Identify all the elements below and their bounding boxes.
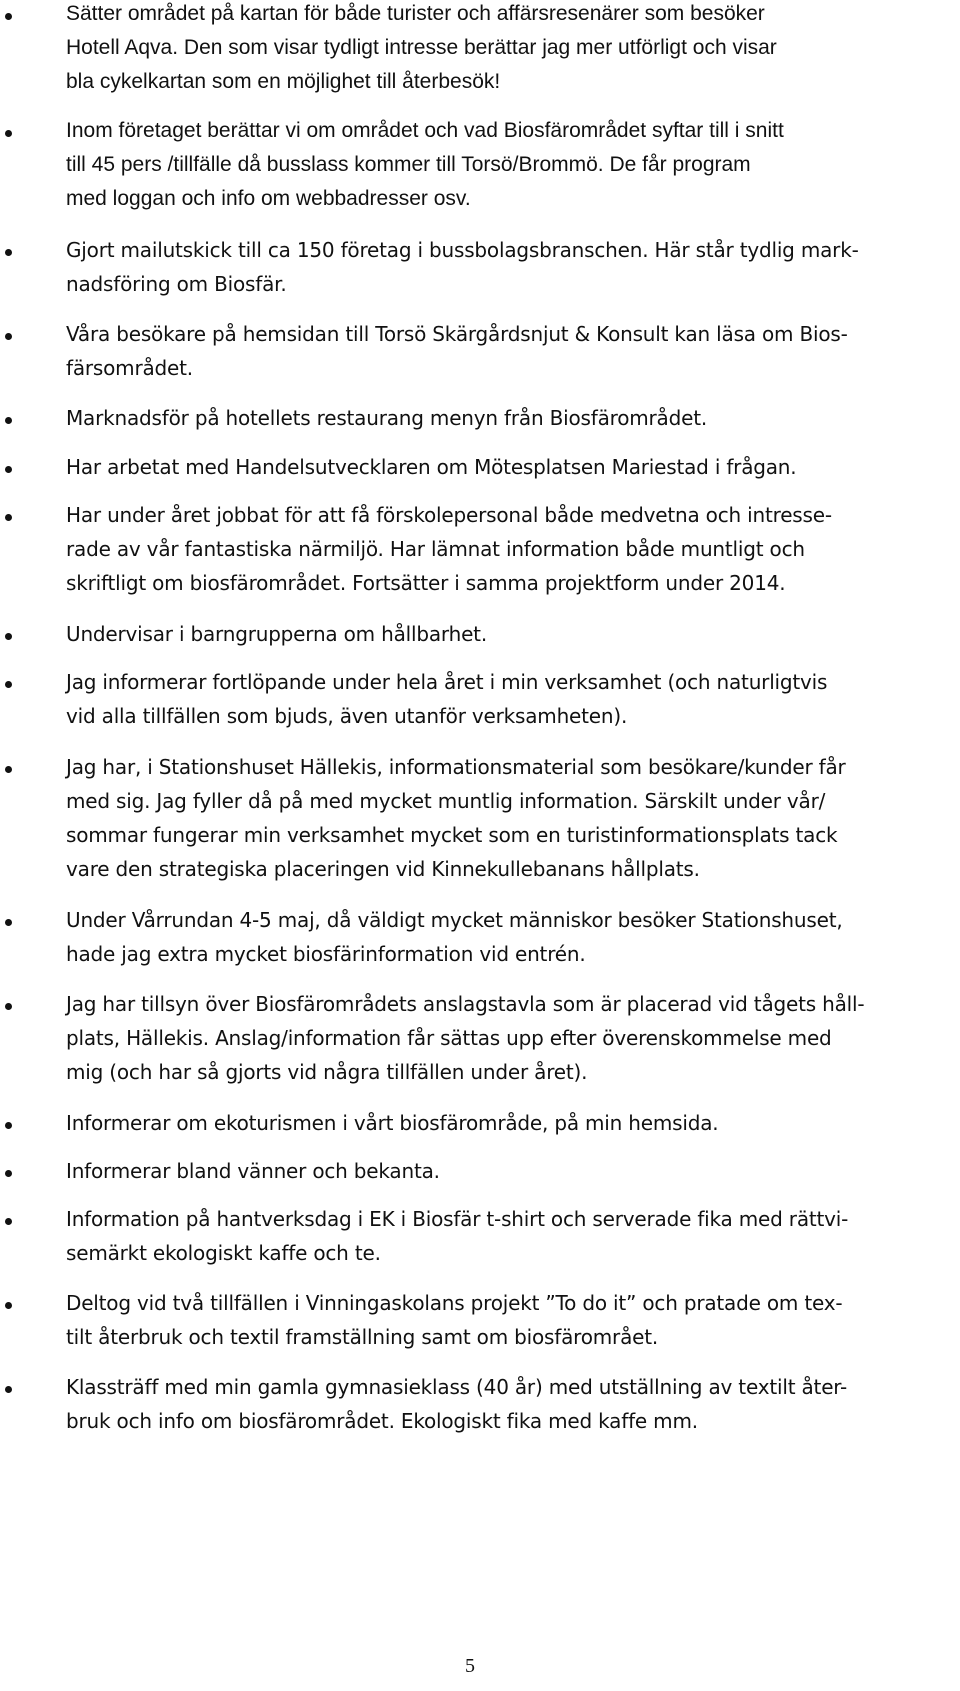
list-item-text: Information på hantverksdag i EK i Biosfär t-shirt och serverade fika med rättvi- semärkt ekologiskt kaffe och te.: [66, 1207, 849, 1265]
list-item-text: Inom företaget berättar vi om området och vad Biosfärområdet syftar till i snitt till 45 pers /tillfälle då busslass kommer till Torsö/Brommö. De får program med loggan och info om webbadresser osv.: [66, 119, 784, 210]
bullet-icon: [5, 1122, 12, 1129]
bullet-icon: [5, 417, 12, 424]
list-item-text: Har arbetat med Handelsutvecklaren om Mötesplatsen Mariestad i frågan.: [66, 455, 797, 479]
bullet-icon: [5, 681, 12, 688]
bullet-icon: [5, 13, 12, 20]
bullet-icon: [5, 1170, 12, 1177]
list-item-text: Jag har, i Stationshuset Hällekis, informationsmaterial som besökare/kunder får med sig. Jag fyller då på med mycket muntlig information. Särskilt under vår/ sommar fungerar min verksamhet mycket som en turistinformationsplats tack vare den strategiska placeringen vid Kinnekullebanans hållplats.: [66, 755, 846, 881]
list-item-text: Gjort mailutskick till ca 150 företag i bussbolagsbranschen. Här står tydlig mark- nadsföring om Biosfär.: [66, 238, 859, 296]
page-number: 5: [465, 1655, 475, 1677]
bullet-icon: [5, 333, 12, 340]
list-item-text: Sätter området på kartan för både turister och affärsresenärer som besöker Hotell Aqva. Den som visar tydligt intresse berättar jag mer utförligt och visar bla cykelkartan som en möjlighet till återbesök!: [66, 2, 777, 93]
list-item-text: Informerar om ekoturismen i vårt biosfärområde, på min hemsida.: [66, 1111, 719, 1135]
bullet-icon: [5, 1386, 12, 1393]
list-item-text: Jag har tillsyn över Biosfärområdets anslagstavla som är placerad vid tågets håll- plats, Hällekis. Anslag/information får sättas upp efter överenskommelse med mig (och har så gjorts vid några tillfällen under året).: [66, 992, 865, 1084]
bullet-icon: [5, 466, 12, 473]
bullet-icon: [5, 633, 12, 640]
list-item-text: Våra besökare på hemsidan till Torsö Skärgårdsnjut & Konsult kan läsa om Bios- färsområdet.: [66, 322, 848, 380]
bullet-icon: [5, 514, 12, 521]
bullet-icon: [5, 919, 12, 926]
bullet-icon: [5, 1302, 12, 1309]
list-item-text: Informerar bland vänner och bekanta.: [66, 1159, 440, 1183]
bullet-icon: [5, 766, 12, 773]
bullet-icon: [5, 130, 12, 137]
list-item-text: Deltog vid två tillfällen i Vinningaskolans projekt ”To do it” och pratade om tex- tilt återbruk och textil framställning samt om biosfärområet.: [66, 1291, 843, 1349]
list-item-text: Har under året jobbat för att få förskolepersonal både medvetna och intresse- rade av vår fantastiska närmiljö. Har lämnat information både muntligt och skriftligt om biosfärområdet. Fortsätter i samma projektform under 2014.: [66, 503, 832, 595]
bullet-icon: [5, 1003, 12, 1010]
bullet-icon: [5, 249, 12, 256]
bullet-icon: [5, 1218, 12, 1225]
list-item-text: Under Vårrundan 4-5 maj, då väldigt mycket människor besöker Stationshuset, hade jag extra mycket biosfärinformation vid entrén.: [66, 908, 843, 966]
list-item-text: Klassträff med min gamla gymnasieklass (40 år) med utställning av textilt åter- bruk och info om biosfärområdet. Ekologiskt fika med kaffe mm.: [66, 1375, 848, 1433]
list-item-text: Undervisar i barngrupperna om hållbarhet.: [66, 622, 487, 646]
list-item-text: Marknadsför på hotellets restaurang menyn från Biosfärområdet.: [66, 406, 708, 430]
list-item-text: Jag informerar fortlöpande under hela året i min verksamhet (och naturligtvis vid alla tillfällen som bjuds, även utanför verksamheten).: [66, 670, 828, 728]
